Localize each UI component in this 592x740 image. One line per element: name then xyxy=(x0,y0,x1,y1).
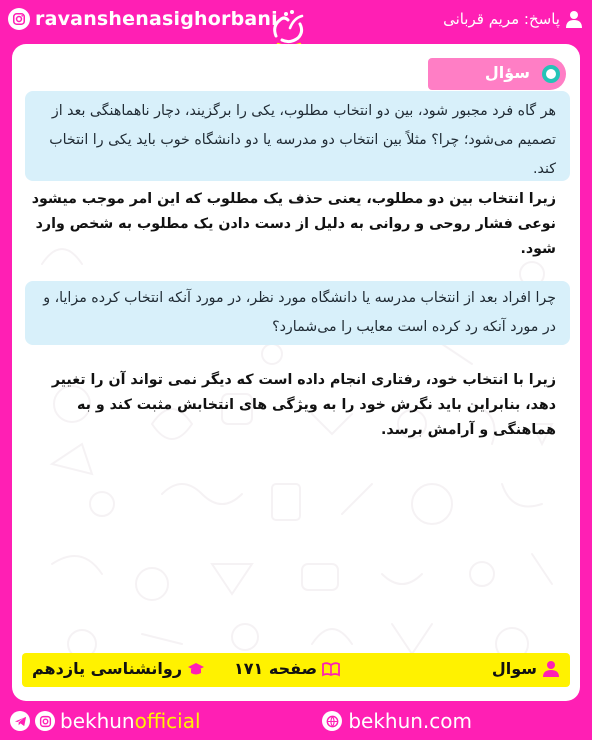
website-text: bekhun.com xyxy=(348,709,472,733)
question-1: هر گاه فرد مجبور شود، بین دو انتخاب مطلوب، یکی را برگزیند، دچار ناهماهنگی بعد از تصمیم می‌شود؛ چرا؟ مثلاً بین انتخاب دو مدرسه یا دو دانشگاه خوب باید یکی را انتخاب کند. xyxy=(25,91,570,181)
answer-2: زیرا با انتخاب خود، رفتاری انجام داده است که دیگر نمی تواند آن را تغییر دهد، بنابراین باید نگرش خود را به ویژگی های انتخابش مثبت کند و به هماهنگی و آرامش برسد. xyxy=(51,372,556,438)
handle-accent: official xyxy=(134,709,201,733)
content-card xyxy=(12,44,580,701)
book-title xyxy=(32,659,205,678)
user-icon xyxy=(566,10,582,28)
page-number-text: صفحه ۱۷۱ xyxy=(234,659,318,678)
handle-main: bekhun xyxy=(60,709,135,733)
website-link[interactable] xyxy=(322,709,472,733)
bullet-dot-icon xyxy=(542,65,560,83)
section-label xyxy=(492,659,560,678)
question-header-label: سؤال xyxy=(484,63,530,82)
book-title-text: روانشناسی یازدهم xyxy=(32,659,183,678)
author-credit xyxy=(443,10,582,28)
page-number xyxy=(234,659,340,678)
top-bar xyxy=(0,0,592,44)
brand-handle-text: ravanshenasighorbani xyxy=(35,8,278,30)
handle-text xyxy=(60,709,201,733)
graduation-cap-icon xyxy=(187,660,205,678)
instagram-handle[interactable] xyxy=(8,8,278,30)
bottom-info-bar xyxy=(22,653,570,687)
section-label-text: سوال xyxy=(491,659,537,678)
question-2: چرا افراد بعد از انتخاب مدرسه یا دانشگاه مورد نظر، در مورد آنکه انتخاب کرده مزایا، و در مورد آنکه رد کرده است معایب را می‌شمارد؟ xyxy=(25,281,570,345)
instagram-icon[interactable] xyxy=(35,711,55,731)
answer-1: زیرا انتخاب بین دو مطلوب، یعنی حذف یک مطلوب که این امر موجب میشود نوعی فشار روحی و روانی به دلیل از دست دادن یک مطلوب به شخص وارد شود. xyxy=(31,191,556,257)
globe-icon xyxy=(322,711,342,731)
social-handles[interactable] xyxy=(10,709,201,733)
user-reading-icon xyxy=(542,660,560,678)
author-name: پاسخ: مریم قربانی xyxy=(443,10,560,28)
question-section-header xyxy=(428,58,566,90)
footer xyxy=(0,703,592,740)
telegram-icon[interactable] xyxy=(10,711,30,731)
instagram-icon xyxy=(8,8,30,30)
open-book-icon xyxy=(322,660,340,678)
